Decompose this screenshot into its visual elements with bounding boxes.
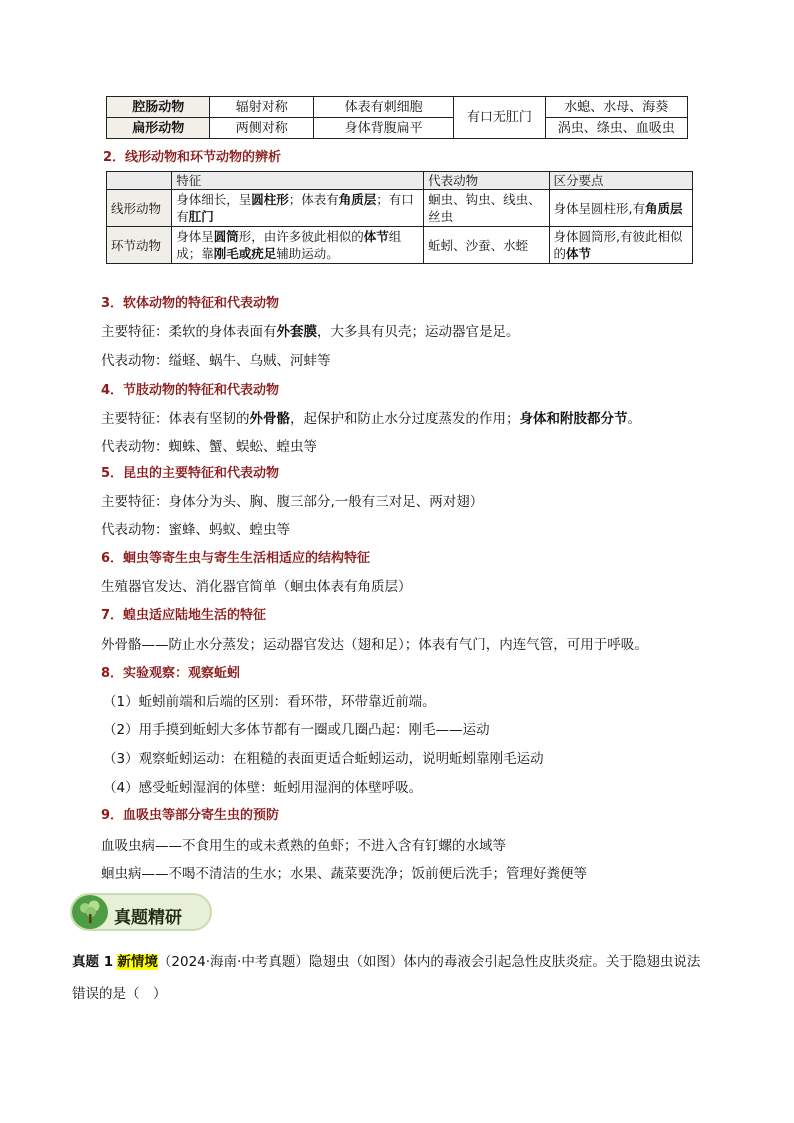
section-title: 7．蝗虫适应陆地生活的特征 xyxy=(101,608,267,623)
point-text: 身体圆筒形,有彼此相似的 xyxy=(553,229,683,261)
paragraph: 血吸虫病——不食用生的或未煮熟的鱼虾；不进入含有钉螺的水域等 xyxy=(101,838,506,854)
section-title: 6．蛔虫等寄生虫与寄生生活相适应的结构特征 xyxy=(101,551,371,566)
examples-cell: 水螅、水母、海葵 xyxy=(545,97,687,118)
paragraph xyxy=(101,407,641,427)
table-row xyxy=(107,118,688,139)
question-line: 错误的是（ ） xyxy=(72,986,167,1002)
header-cell xyxy=(107,172,172,190)
animal-name-cell: 扁形动物 xyxy=(107,118,210,139)
question-text: （2024·海南·中考真题）隐翅虫（如图）体内的毒液会引起急性皮肤炎症。关于隐翅虫说法 xyxy=(157,954,701,970)
section-title: 8．实验观察：观察蚯蚓 xyxy=(101,666,241,681)
examples-cell: 蛔虫、钩虫、线虫、丝虫 xyxy=(424,190,549,227)
symmetry-cell: 辐射对称 xyxy=(210,97,313,118)
paragraph: 代表动物：蜘蛛、蟹、蜈蚣、蝗虫等 xyxy=(101,439,317,455)
text: ，起保护和防止水分过度蒸发的作用； xyxy=(290,411,520,427)
feature-text: ；有口有 xyxy=(176,192,414,224)
feature-cell xyxy=(172,190,424,227)
point-keyword: 角质层 xyxy=(644,200,683,216)
section-title: 5．昆虫的主要特征和代表动物 xyxy=(101,466,280,481)
text: 主要特征：体表有坚韧的 xyxy=(101,411,250,427)
tree-icon xyxy=(72,895,108,929)
section-title: 9．血吸虫等部分寄生虫的预防 xyxy=(101,808,280,823)
feature-text: 形，由许多彼此相似的 xyxy=(238,229,364,244)
paragraph xyxy=(101,320,520,340)
text: 主要特征：柔软的身体表面有 xyxy=(101,324,277,340)
text: ，大多具有贝壳；运动器官是足。 xyxy=(317,324,520,340)
animal-name-cell: 腔肠动物 xyxy=(107,97,210,118)
feature-keyword: 刚毛或疣足 xyxy=(213,246,277,261)
feature-text: 辅助运动。 xyxy=(276,246,339,261)
list-item: （4）感受蚯蚓湿润的体壁：蚯蚓用湿润的体壁呼吸。 xyxy=(103,780,423,796)
feature-keyword: 圆柱形 xyxy=(251,192,289,207)
nematode-annelid-table xyxy=(106,171,693,264)
feature-keyword: 圆筒 xyxy=(213,229,239,244)
paragraph: 主要特征：身体分为头、胸、腹三部分,一般有三对足、两对翅） xyxy=(101,494,484,510)
paragraph: 代表动物：缢蛏、蜗牛、乌贼、河蚌等 xyxy=(101,353,331,369)
section-title: 2．线形动物和环节动物的辨析 xyxy=(103,150,282,165)
examples-cell: 涡虫、绦虫、血吸虫 xyxy=(545,118,687,139)
feature-text: 身体细长，呈 xyxy=(176,192,252,207)
header-cell: 特征 xyxy=(172,172,424,190)
point-keyword: 体节 xyxy=(566,246,592,261)
digestive-cell: 有口无肛门 xyxy=(454,97,545,139)
point-cell xyxy=(549,190,693,227)
list-item: （1）蚯蚓前端和后端的区别：看环带，环带靠近前端。 xyxy=(103,694,436,710)
point-cell xyxy=(549,227,693,264)
banner-title: 真题精研 xyxy=(114,908,182,928)
feature-keyword: 体节 xyxy=(363,229,389,244)
paragraph: 代表动物：蜜蜂、蚂蚁、蝗虫等 xyxy=(101,522,290,538)
symmetry-cell: 两侧对称 xyxy=(210,118,313,139)
section-title: 4．节肢动物的特征和代表动物 xyxy=(101,383,280,398)
question-tag: 新情境 xyxy=(117,954,158,970)
question-number: 真题 1 xyxy=(72,954,114,970)
animal-name-cell: 环节动物 xyxy=(107,227,172,264)
feature-text: 组成；靠 xyxy=(176,229,402,261)
paragraph: 外骨骼——防止水分蒸发；运动器官发达（翅和足）；体表有气门，内连气管，可用于呼吸。 xyxy=(101,637,648,653)
feature-cell xyxy=(172,227,424,264)
question-line xyxy=(72,950,700,970)
list-item: （3）观察蚯蚓运动：在粗糙的表面更适合蚯蚓运动，说明蚯蚓靠刚毛运动 xyxy=(103,751,544,767)
examples-cell: 蚯蚓、沙蚕、水蛭 xyxy=(424,227,549,264)
animal-comparison-table xyxy=(106,96,688,139)
text: 。 xyxy=(627,411,641,427)
list-item: （2）用手摸到蚯蚓大多体节都有一圈或几圈凸起：刚毛——运动 xyxy=(103,722,490,738)
section-title: 3．软体动物的特征和代表动物 xyxy=(101,296,280,311)
feature-keyword: 角质层 xyxy=(338,192,377,207)
keyword: 外套膜 xyxy=(276,324,317,340)
table-header-row xyxy=(107,172,693,190)
table-row xyxy=(107,97,688,118)
point-text: 身体呈圆柱形,有 xyxy=(553,200,645,216)
body-feature-cell: 体表有刺细胞 xyxy=(313,97,453,118)
table-row xyxy=(107,227,693,264)
header-cell: 代表动物 xyxy=(424,172,549,190)
keyword: 身体和附肢都分节 xyxy=(519,411,628,427)
feature-keyword: 肛门 xyxy=(188,209,214,224)
header-cell: 区分要点 xyxy=(549,172,693,190)
feature-text: 身体呈 xyxy=(176,229,214,244)
keyword: 外骨骼 xyxy=(249,411,290,427)
paragraph: 生殖器官发达、消化器官简单（蛔虫体表有角质层） xyxy=(101,579,412,595)
table-row xyxy=(107,190,693,227)
feature-text: ；体表有 xyxy=(288,192,339,207)
paragraph: 蛔虫病——不喝不清洁的生水；水果、蔬菜要洗净；饭前便后洗手；管理好粪便等 xyxy=(101,866,587,882)
animal-name-cell: 线形动物 xyxy=(107,190,172,227)
body-feature-cell: 身体背腹扁平 xyxy=(313,118,453,139)
